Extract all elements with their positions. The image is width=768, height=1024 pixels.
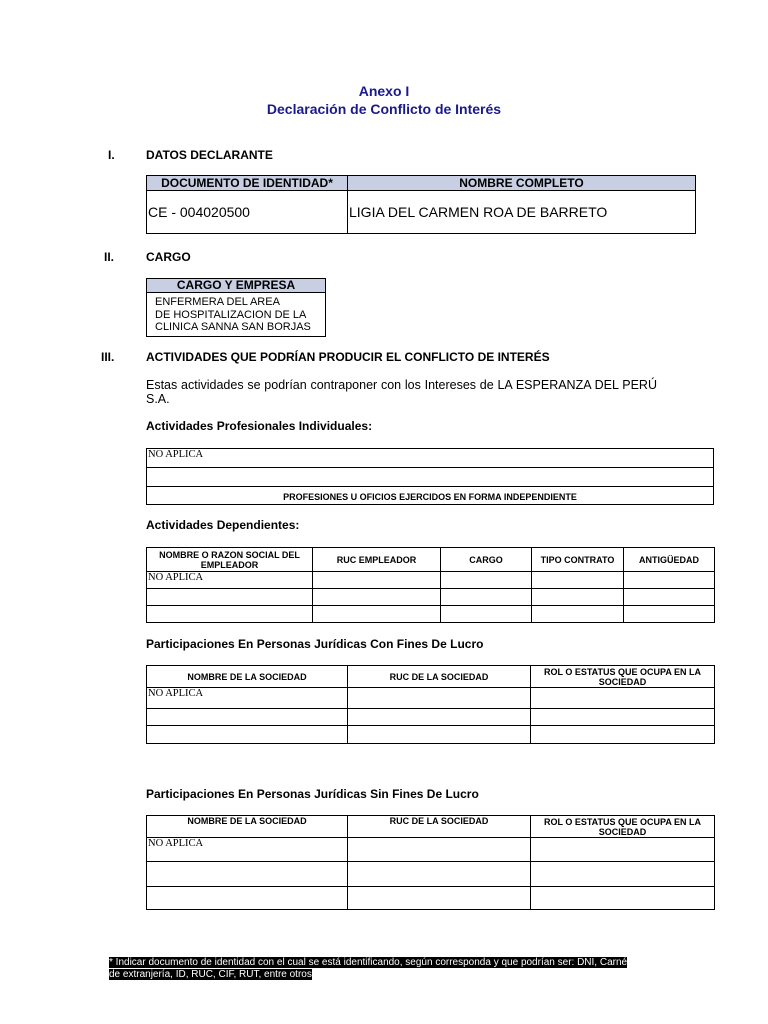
table-cell	[531, 709, 715, 726]
section-3-number: III.	[101, 350, 115, 364]
company-ruc-header: RUC DE LA SOCIEDAD	[348, 816, 531, 838]
doc-id-value: CE - 004020500	[147, 191, 348, 234]
full-name-value: LIGIA DEL CARMEN ROA DE BARRETO	[348, 191, 696, 234]
full-name-header: NOMBRE COMPLETO	[348, 176, 696, 191]
table-cell	[531, 862, 715, 887]
footnote-line: de extranjería, ID, RUC, CIF, RUT, entre otros	[109, 968, 312, 980]
section-3-title: ACTIVIDADES QUE PODRÍAN PRODUCIR EL CONFLICTO DE INTERÉS	[146, 350, 550, 364]
table-cell	[348, 862, 531, 887]
non-profit-title: Participaciones En Personas Jurídicas Sin Fines De Lucro	[146, 787, 479, 801]
section-1-number: I.	[108, 148, 115, 162]
independent-professions-label: PROFESIONES U OFICIOS EJERCIDOS EN FORMA INDEPENDIENTE	[147, 487, 714, 505]
position-line: ENFERMERA DEL AREA	[155, 296, 280, 308]
table-cell	[624, 572, 715, 589]
table-cell	[531, 726, 715, 744]
table-cell: NO APLICA	[147, 838, 348, 862]
declarant-table	[146, 175, 696, 234]
table-cell	[441, 589, 532, 606]
table-cell	[348, 709, 531, 726]
table-cell	[531, 688, 715, 709]
company-name-header: NOMBRE DE LA SOCIEDAD	[147, 666, 348, 688]
table-cell: NO APLICA	[147, 449, 714, 468]
doc-id-header: DOCUMENTO DE IDENTIDAD*	[147, 176, 348, 191]
dependent-activities-table	[146, 547, 715, 623]
table-cell	[313, 572, 441, 589]
table-cell	[313, 606, 441, 623]
role-header: ROL O ESTATUS QUE OCUPA EN LA SOCIEDAD	[531, 816, 715, 838]
table-cell	[348, 838, 531, 862]
table-cell	[147, 726, 348, 744]
table-cell	[147, 709, 348, 726]
table-cell	[348, 688, 531, 709]
contract-type-header: TIPO CONTRATO	[532, 548, 624, 572]
document-title: Declaración de Conflicto de Interés	[266, 101, 502, 117]
seniority-header: ANTIGÜEDAD	[624, 548, 715, 572]
dependent-activities-title: Actividades Dependientes:	[146, 518, 300, 532]
for-profit-table	[146, 665, 715, 744]
company-name-header: NOMBRE DE LA SOCIEDAD	[147, 816, 348, 838]
employer-ruc-header: RUC EMPLEADOR	[313, 548, 441, 572]
section-1-title: DATOS DECLARANTE	[146, 148, 273, 162]
table-cell: NO APLICA	[147, 572, 313, 589]
section-2-number: II.	[104, 250, 115, 264]
table-cell	[348, 887, 531, 910]
annex-title: Anexo I	[358, 83, 410, 99]
position-value	[147, 293, 326, 337]
footnote	[109, 957, 649, 980]
footnote-line: * Indicar documento de identidad con el cual se está identificando, según corresponda y que podrían ser: DNI, Carné	[109, 957, 628, 968]
non-profit-table	[146, 815, 715, 910]
activities-paragraph: Estas actividades se podrían contraponer con los Intereses de LA ESPERANZA DEL PERÚ S.A.	[146, 378, 657, 406]
table-cell	[532, 589, 624, 606]
table-cell	[441, 572, 532, 589]
position-header: CARGO Y EMPRESA	[147, 279, 326, 293]
table-cell	[348, 726, 531, 744]
table-cell: NO APLICA	[147, 688, 348, 709]
table-cell	[624, 589, 715, 606]
for-profit-title: Participaciones En Personas Jurídicas Con Fines De Lucro	[146, 637, 484, 651]
table-cell	[147, 589, 313, 606]
table-cell	[147, 887, 348, 910]
table-cell	[147, 606, 313, 623]
table-cell	[531, 838, 715, 862]
position-line: DE HOSPITALIZACION DE LA	[155, 308, 307, 321]
table-cell	[147, 862, 348, 887]
individual-activities-title: Actividades Profesionales Individuales:	[146, 419, 373, 433]
table-cell	[147, 468, 714, 487]
job-title-header: CARGO	[441, 548, 532, 572]
company-ruc-header: RUC DE LA SOCIEDAD	[348, 666, 531, 688]
section-2-title: CARGO	[146, 250, 191, 264]
position-table	[146, 278, 326, 337]
table-cell	[531, 887, 715, 910]
table-cell	[532, 606, 624, 623]
employer-name-header: NOMBRE O RAZON SOCIAL DEL EMPLEADOR	[147, 548, 313, 572]
role-header: ROL O ESTATUS QUE OCUPA EN LA SOCIEDAD	[531, 666, 715, 688]
table-cell	[441, 606, 532, 623]
table-cell	[532, 572, 624, 589]
position-line: CLINICA SANNA SAN BORJAS	[155, 321, 311, 333]
individual-activities-table	[146, 448, 714, 505]
table-cell	[313, 589, 441, 606]
table-cell	[624, 606, 715, 623]
